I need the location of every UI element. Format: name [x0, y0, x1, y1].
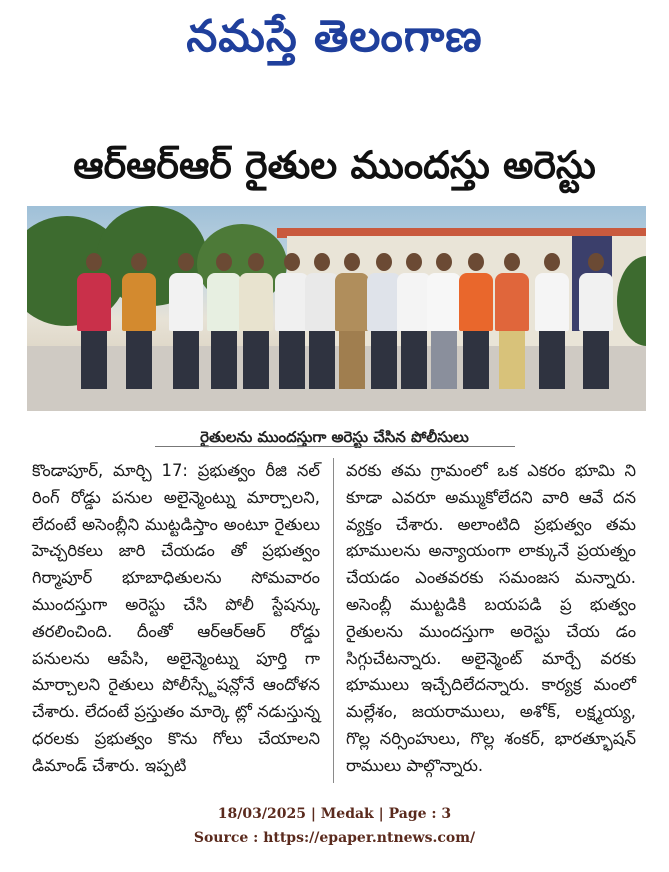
newspaper-masthead: నమస్తే తెలంగాణ	[186, 11, 483, 62]
article-column-right: వరకు తమ గ్రామంలో ఒక ఎకరం భూమి ని కూడా ఎవరూ అమ్ముకోలేదని వారి ఆవే దన వ్యక్తం చేశారు. అలాంటిది ప్రభుత్వం తమ భూములను అన్యాయంగా లాక్కునే ప్రయత్నం చేయడం ఎంతవరకు సమంజస మన్నారు. అసెంబ్లీ ముట్టడికి బయపడి ప్ర భుత్వం రైతులను ముందస్తుగా అరెస్టు చేయ డం సిగ్గుచేటన్నారు. అలైన్మెంట్ మార్చే వరకు భూములు ఇచ్చేదిలేదన్నారు. కార్యక్ర మంలో మల్లేశం, జయరాములు, అశోక్, లక్ష్మయ్య, గొల్ల నర్సింహులు, గొల్ల శంకర్, భారత్భూషన్ రాములు పాల్గొన్నారు.	[346, 461, 636, 775]
caption-rule	[155, 446, 515, 447]
news-photo	[27, 206, 646, 411]
edition-info: 18/03/2025 | Medak | Page : 3	[217, 806, 452, 822]
photo-caption: రైతులను ముందస్తుగా అరెస్టు చేసిన పోలీసులు	[200, 428, 469, 446]
source-link[interactable]: Source : https://epaper.ntnews.com/	[193, 830, 476, 846]
article-column-left: కొండాపూర్, మార్చి 17: ప్రభుత్వం రీజి నల్ రింగ్ రోడ్డు పనుల అలైన్మెంట్ను మార్చాలని, లేదంటే అసెంబ్లీని ముట్టడిస్తాం అంటూ రైతులు హెచ్చరికలు జారి చేయడం తో ప్రభుత్వం గిర్మాపూర్ భూబాధితులను సోమవారం ముందస్తుగా అరెస్టు చేసి పోలీ స్టేషన్కు తరలించింది. దీంతో ఆర్ఆర్ఆర్ రోడ్డు పనులను ఆపేసి, అలైన్మెంట్ను పూర్తి గా మార్చాలని రైతులు పోలీస్స్టేషన్లోనే ఆందోళన చేశారు. లేదంటే ప్రస్తుతం మార్కె ట్లో నడుస్తున్న ధరలకు ప్రభుత్వం కొను గోలు చేయాలని డిమాండ్ చేశారు. ఇప్పటి	[32, 461, 320, 775]
article-headline: ఆర్ఆర్ఆర్ రైతుల ముందస్తు అరెస్టు	[73, 143, 596, 187]
column-divider	[333, 458, 334, 783]
